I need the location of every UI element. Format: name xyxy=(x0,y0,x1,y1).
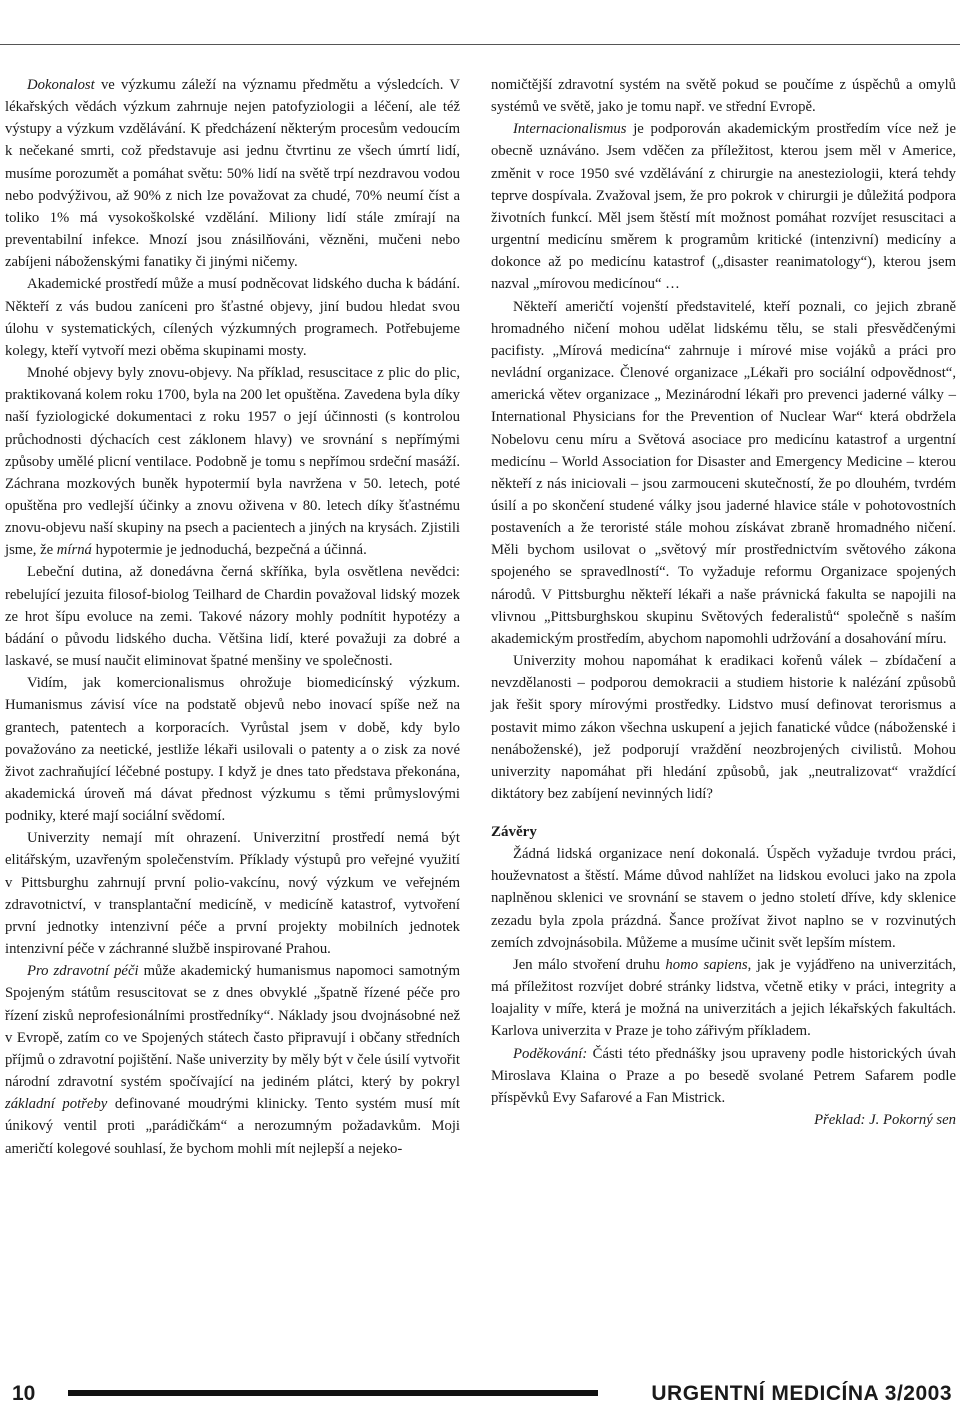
paragraph-text: definované moudrými klinicky. Tento systém musí mít únikový ventil proti „parádičkám“ a nerozumným požadavkům. Moji američtí kolegové souhlasí, že bychom mohli mít nejlepší a nejeko- xyxy=(5,1096,460,1157)
page-footer xyxy=(0,1380,960,1410)
paragraph-text: je podporován akademickým prostředím více než je obecně uznáváno. Jsem vděčen za příležitost, kterou jsem měl v Americe, změnit v roce 1950 své vzdělávání z chirurgie na anesteziologii, která tehdy teprve dospívala. Zvažoval jsem, že pro pokrok v chirurgii je důležitá podpora životních funkcí. Měl jsem štěstí mít možnost pomáhat rozvíjet resuscitaci a urgentní medicínu směrem k programům kritické (intenzivní) medicíny a dokonce až po medicínu katastrof („disaster reanimatology“), kterou jsem nazval „mírovou medicínou“ … xyxy=(491,121,956,293)
paragraph-text: Části této přednášky jsou upraveny podle historických úvah Miroslava Klaina o Praze a po besedě svolané Petrem Safarem podle příspěvků Evy Safarové a Fan Mistrick. xyxy=(491,1045,956,1106)
paragraph: Lebeční dutina, až donedávna černá skříňka, byla osvětlena nevědci: rebelující jezuita filosof-biolog Teilhard de Chardin považoval lidský mozek ze hrot šípu evoluce na zemi. Takové názory mohly podnítit hypotézy a bádání o původu lidského ducha. Většina lidí, které považuji za dobré a laskavé, se musí naučit eliminovat špatné menšiny ve společnosti. xyxy=(5,564,460,670)
lead-term: Poděkování: xyxy=(513,1045,588,1062)
paragraph xyxy=(491,1043,956,1109)
paragraph xyxy=(5,362,460,561)
paragraph: Akademické prostředí může a musí podněcovat lidského ducha k bádání. Někteří z vás budou zaníceni pro šťastné objevy, jiní budou hledat svou úlohu v systematických, cílených výzkumných programech. Potřebujeme kolegy, kteří vytvoří mezi oběma skupinami mosty. xyxy=(5,276,460,359)
journal-title: URGENTNÍ MEDICÍNA 3/2003 xyxy=(651,1382,952,1405)
paragraph: Někteří američtí vojenští představitelé, kteří poznali, co jejich zbraně hromadného ničení mohou udělat lidskému tělu, se stali přesvědčenými pacifisty. „Mírová medicína“ zahrnuje i mírové mise vojáků a práci pro nevládní organizace. Členové organizace „Lékaři pro sociální odpovědnost“, americká větev organizace „ Mezinárodní lékaři pro prevenci jaderné války – International Physicians for the Prevention of Nuclear War“ která obdržela Nobelovu cenu míru a Světová asociace pro medicínu katastrof a urgentní medicínu – World Association for Disaster and Emergency Medicine – kterou někteří z nás iniciovali – jsou zarmouceni skutečností, že po dlouhém, tvrdém úsilí a po skončení studené války jsou jaderné hlavice stále v pohotovostních postaveních a že teroristé stále mohou získávat zbraně hromadného ničení. Měli bychom usilovat o „světový mír prostřednictvím světového zákona spojeného se spravedlností“. To vyžaduje reformu Organizace spojených národů. V Pittsburghu někteří lékaři a naše právnická fakulta se napojili na vlivnou „Pittsburghskou skupinu Světových federalistů“ společně s naším akademickým prostředím, abychom napomohli udržování a dosahování míru. xyxy=(491,298,956,647)
paragraph-text: hypotermie je jednoduchá, bezpečná a účinná. xyxy=(91,542,367,559)
paragraph-text: Mnohé objevy byly znovu-objevy. Na příklad, resuscitace z plic do plic, praktikovaná kolem roku 1700, byla na 200 let opuštěna. Zavedena byla díky naší fyziologické dokumentaci z roku 1957 o její účinnosti (s kontrolou průchodnosti dýchacích cest záklonem hlavy) ve srovnání s nepřímými způsoby umělé plicní ventilace. Podobně je tomu s nepřímou srdeční masáží. Záchrana mozkových buněk hypotermií byla navržena v 50. letech, poté opuštěna pro vedlejší účinky a znovu oživena v 80. letech díky šťastnému znovu-objevu naší skupiny na psech a pacientech a jiných na krysách. Zjistili jsme, že xyxy=(5,365,460,559)
paragraph: Vidím, jak komercionalismus ohrožuje biomedicínský výzkum. Humanismus závisí více na podstatě objevů nebo inovací spíše než na grantech, patentech a korporacích. Vyrůstal jsem v době, kdy bylo považováno za neetické, jestliže lékaři usilovali o patenty a o zisk za nové život zachraňující léčebné postupy. I když je dnes tato představa překonána, akademická úroveň má dávat přednost výzkumu s těmi průmyslovými podniky, které mají sociální svědomí. xyxy=(5,675,460,825)
paragraph-text: Jen málo stvoření druhu xyxy=(513,956,666,973)
paragraph xyxy=(5,960,460,1159)
section-heading: Závěry xyxy=(491,824,537,841)
left-column xyxy=(5,74,460,1160)
lead-term: Internacionalismus xyxy=(513,121,627,138)
paragraph xyxy=(491,954,956,1043)
emphasis: homo sapiens xyxy=(665,956,748,973)
page-number: 10 xyxy=(12,1382,36,1405)
paragraph-text: ve výzkumu záleží na významu předmětu a výsledcích. V lékařských vědách výzkum zahrnuje nejen patofyziologii a léčení, ale též výstupy a výzkum vzdělávání. K předcházení některým procesům vedoucím k nečekané smrti, což představuje asi jednu čtvrtinu ze všech úmrtí lidí, musíme porozumět a pomáhat světu: 50% lidí na světě trpí nezdravou vodou nebo podvýživou, až 90% z nich lze považovat za chudé, 70% neumí číst a toliko 1% má vysokoškolské vzdělání. Miliony lidí stále zmírají na preventabilní infekce. Mnozí jsou znásilňováni, vězněni, mučeni nebo zabíjeni náboženskými fanatiky či jinými ničemy. xyxy=(5,77,460,271)
lead-term: Pro zdravotní péči xyxy=(27,963,139,980)
paragraph: nomičtější zdravotní systém na světě pokud se poučíme z úspěchů a omylů systémů ve světě, jako je tomu např. ve střední Evropě. xyxy=(491,77,956,116)
paragraph: Univerzity mohou napomáhat k eradikaci kořenů válek – zbídačení a nevzdělanosti – podporou demokracii a studiem historie k nalézání způsobů jak řešit spory mírovými prostředky. Lidstvo musí definovat terorismus a postavit mimo zákon všechna uskupení a jejich fanatické vůdce (náboženské i nenáboženské), jež podporují vraždění neozbrojených civilistů. Mohou univerzity napomáhat při hledání způsobů, jak „neutralizovat“ vraždící diktátory bez zabíjení nevinných lidí? xyxy=(491,653,956,802)
lead-term: Dokonalost xyxy=(27,77,95,93)
emphasis: základní potřeby xyxy=(5,1096,108,1113)
translator-signature: Překlad: J. Pokorný sen xyxy=(814,1112,956,1129)
paragraph-text: může akademický humanismus napomoci samotným Spojeným státům resuscitovat se z dnes obvyklé „špatně řízené péče pro řízení zisků neprofesionálními prostředníky“. Náklady jsou dvojnásobné než v Evropě, zatím co ve Spojených státech často připravují i občany středních příjmů o zdravotní pojištění. Naše univerzity by měly být v čele úsilí vytvořit národní zdravotní systém spočívající na jediném plátci, který by pokryl xyxy=(5,963,460,1091)
paragraph-text: , jak je vyjádřeno na univerzitách, má příležitost rozvíjet dobré stránky lidstva, včetně etiky v práci, integrity a loajality v míře, která je možná na univerzitách a jejich lékařských fakultách. Karlova univerzita v Praze je toho zářivým příkladem. xyxy=(491,956,957,1040)
paragraph: Žádná lidská organizace není dokonalá. Úspěch vyžaduje tvrdou práci, houževnatost a štěstí. Máme důvod nahlížet na lidskou evoluci jako na zpola naplněnou sklenici ve srovnání se stavem o jedno století dříve, kdy sklenice zezadu byla zpola prázdná. Šance prožívat život naplno se v rozvinutých zemích zdvojnásobila. Můžeme a musíme učinit svět lepším místem. xyxy=(491,846,956,951)
footer-rule xyxy=(68,1390,598,1396)
paragraph xyxy=(5,74,460,273)
right-column xyxy=(491,74,956,1131)
emphasis: mírná xyxy=(56,542,92,559)
paragraph xyxy=(491,118,956,295)
header-rule xyxy=(0,44,960,45)
paragraph: Univerzity nemají mít ohrazení. Univerzitní prostředí nemá být elitářským, uzavřeným společenstvím. Příklady výstupů pro veřejné využití v Pittsburghu zahrnují první polio-vakcínu, nový výzkum ve veřejném zdravotnictví, v transplantační medicíně, v medicíně katastrof, vytvoření první jednotky intenzivní péče a první projekty mobilních jednotek intenzivní péče v záchranné službě inspirované Prahou. xyxy=(5,830,460,958)
